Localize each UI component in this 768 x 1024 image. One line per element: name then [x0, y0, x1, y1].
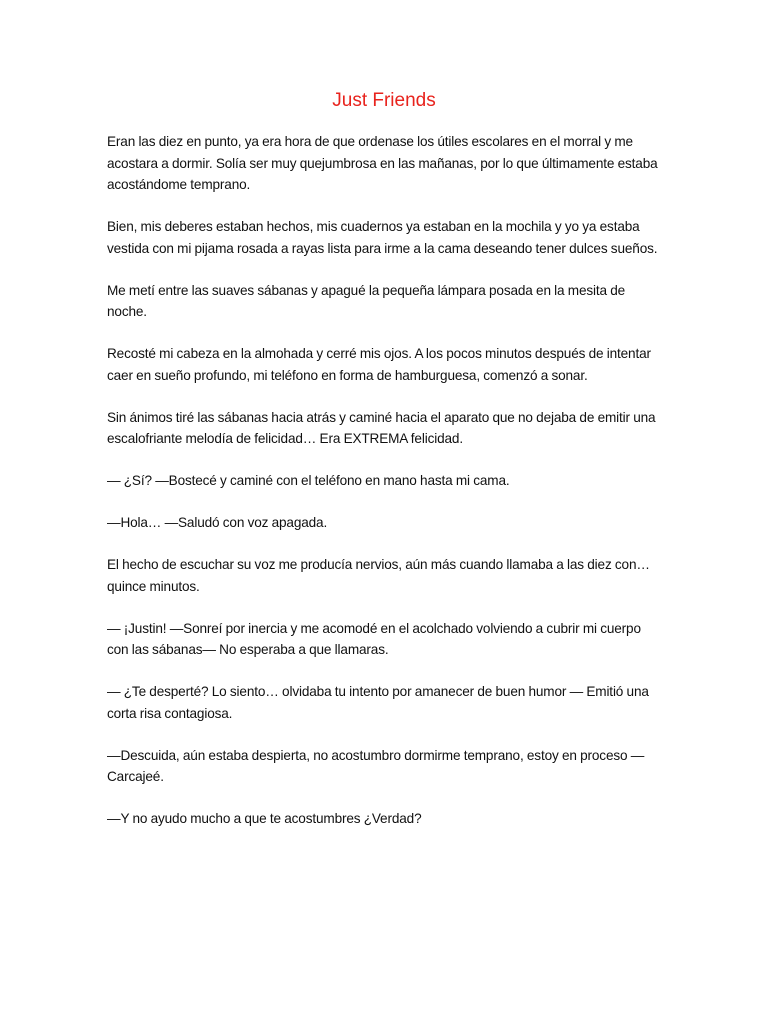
document-body: [107, 131, 663, 850]
paragraph: — ¿Te desperté? Lo siento… olvidaba tu intento por amanecer de buen humor — Emitió una corta risa contagiosa.: [107, 684, 649, 721]
document-title: Just Friends: [332, 90, 436, 111]
paragraph: El hecho de escuchar su voz me producía nervios, aún más cuando llamaba a las diez con… quince minutos.: [107, 557, 650, 594]
paragraph: Bien, mis deberes estaban hechos, mis cuadernos ya estaban en la mochila y yo ya estaba vestida con mi pijama rosada a rayas lista para irme a la cama deseando tener dulces sueños.: [107, 219, 658, 256]
paragraph: Eran las diez en punto, ya era hora de que ordenase los útiles escolares en el morral y me acostara a dormir. Solía ser muy quejumbrosa en las mañanas, por lo que últimamente estaba acostándome temprano.: [107, 134, 658, 192]
paragraph: — ¡Justin! —Sonreí por inercia y me acomodé en el acolchado volviendo a cubrir mi cuerpo con las sábanas— No esperaba a que llamaras.: [107, 620, 641, 657]
paragraph: — ¿Sí? —Bostecé y caminé con el teléfono en mano hasta mi cama.: [107, 473, 510, 488]
paragraph: —Hola… —Saludó con voz apagada.: [107, 515, 328, 530]
paragraph: —Y no ayudo mucho a que te acostumbres ¿Verdad?: [107, 811, 422, 826]
paragraph: —Descuida, aún estaba despierta, no acostumbro dormirme temprano, estoy en proceso —Carcajeé.: [107, 747, 645, 784]
paragraph: Recosté mi cabeza en la almohada y cerré mis ojos. A los pocos minutos después de intentar caer en sueño profundo, mi teléfono en forma de hamburguesa, comenzó a sonar.: [107, 346, 651, 383]
paragraph: Sin ánimos tiré las sábanas hacia atrás y caminé hacia el aparato que no dejaba de emitir una escalofriante melodía de felicidad… Era EXTREMA felicidad.: [107, 409, 656, 446]
paragraph: Me metí entre las suaves sábanas y apagué la pequeña lámpara posada en la mesita de noche.: [107, 282, 626, 319]
